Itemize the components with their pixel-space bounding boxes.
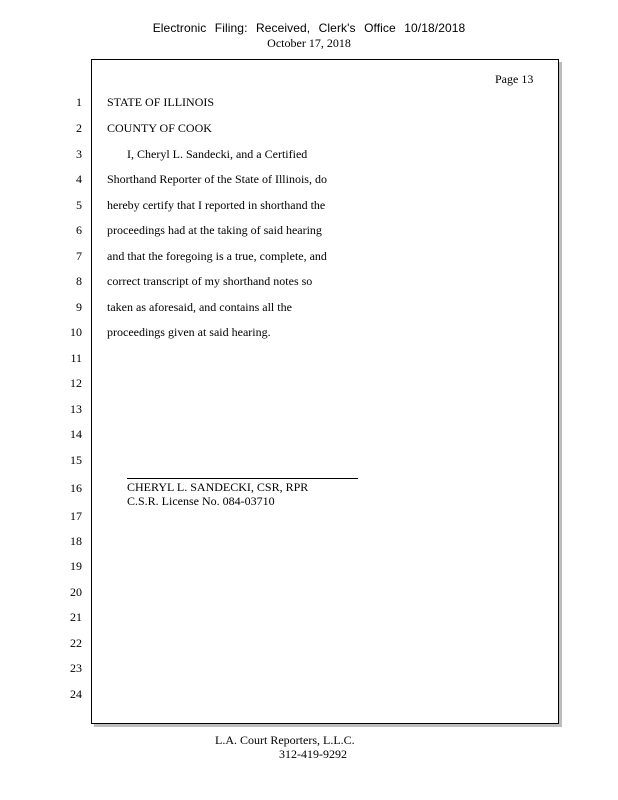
footer-phone: 312-419-9292	[279, 747, 347, 761]
transcript-line: taken as aforesaid, and contains all the	[107, 300, 292, 314]
transcript-line: and that the foregoing is a true, complete, and	[107, 249, 327, 263]
line-number: 13	[70, 402, 82, 416]
license-number: C.S.R. License No. 084-03710	[127, 494, 275, 508]
line-number: 20	[70, 585, 82, 599]
document-date: October 17, 2018	[267, 36, 351, 50]
page-number: Page 13	[495, 72, 534, 86]
transcript-line: correct transcript of my shorthand notes so	[107, 274, 313, 288]
line-number: 10	[70, 325, 82, 339]
filing-stamp: Electronic Filing: Received, Clerk's Office 10/18/2018	[152, 21, 466, 35]
line-number: 12	[70, 376, 82, 390]
signature-name: CHERYL L. SANDECKI, CSR, RPR	[127, 480, 309, 494]
transcript-line: COUNTY OF COOK	[107, 121, 212, 135]
line-number: 15	[70, 453, 82, 467]
transcript-line: proceedings had at the taking of said hearing	[107, 223, 322, 237]
line-number: 9	[76, 300, 82, 314]
line-number: 11	[70, 351, 82, 365]
transcript-line: Shorthand Reporter of the State of Illinois, do	[107, 172, 327, 186]
line-number: 3	[76, 147, 82, 161]
line-number: 21	[70, 610, 82, 624]
line-number: 16	[70, 481, 82, 495]
line-number: 23	[70, 661, 82, 675]
line-number: 8	[76, 274, 82, 288]
line-number: 18	[70, 534, 82, 548]
line-number: 17	[70, 509, 82, 523]
signature-line	[127, 478, 358, 479]
line-number: 5	[76, 198, 82, 212]
line-number: 14	[70, 427, 82, 441]
line-number: 1	[76, 95, 82, 109]
transcript-line: STATE OF ILLINOIS	[107, 95, 215, 109]
footer-company: L.A. Court Reporters, L.L.C.	[215, 733, 355, 747]
line-number: 19	[70, 559, 82, 573]
transcript-line: I, Cheryl L. Sandecki, and a Certified	[127, 147, 308, 161]
line-number: 22	[70, 636, 82, 650]
transcript-line: hereby certify that I reported in shorthand the	[107, 198, 326, 212]
line-number: 24	[70, 687, 82, 701]
line-number: 7	[76, 249, 82, 263]
line-number: 6	[76, 223, 82, 237]
line-number: 2	[76, 121, 82, 135]
transcript-line: proceedings given at said hearing.	[107, 325, 271, 339]
line-number: 4	[76, 172, 82, 186]
